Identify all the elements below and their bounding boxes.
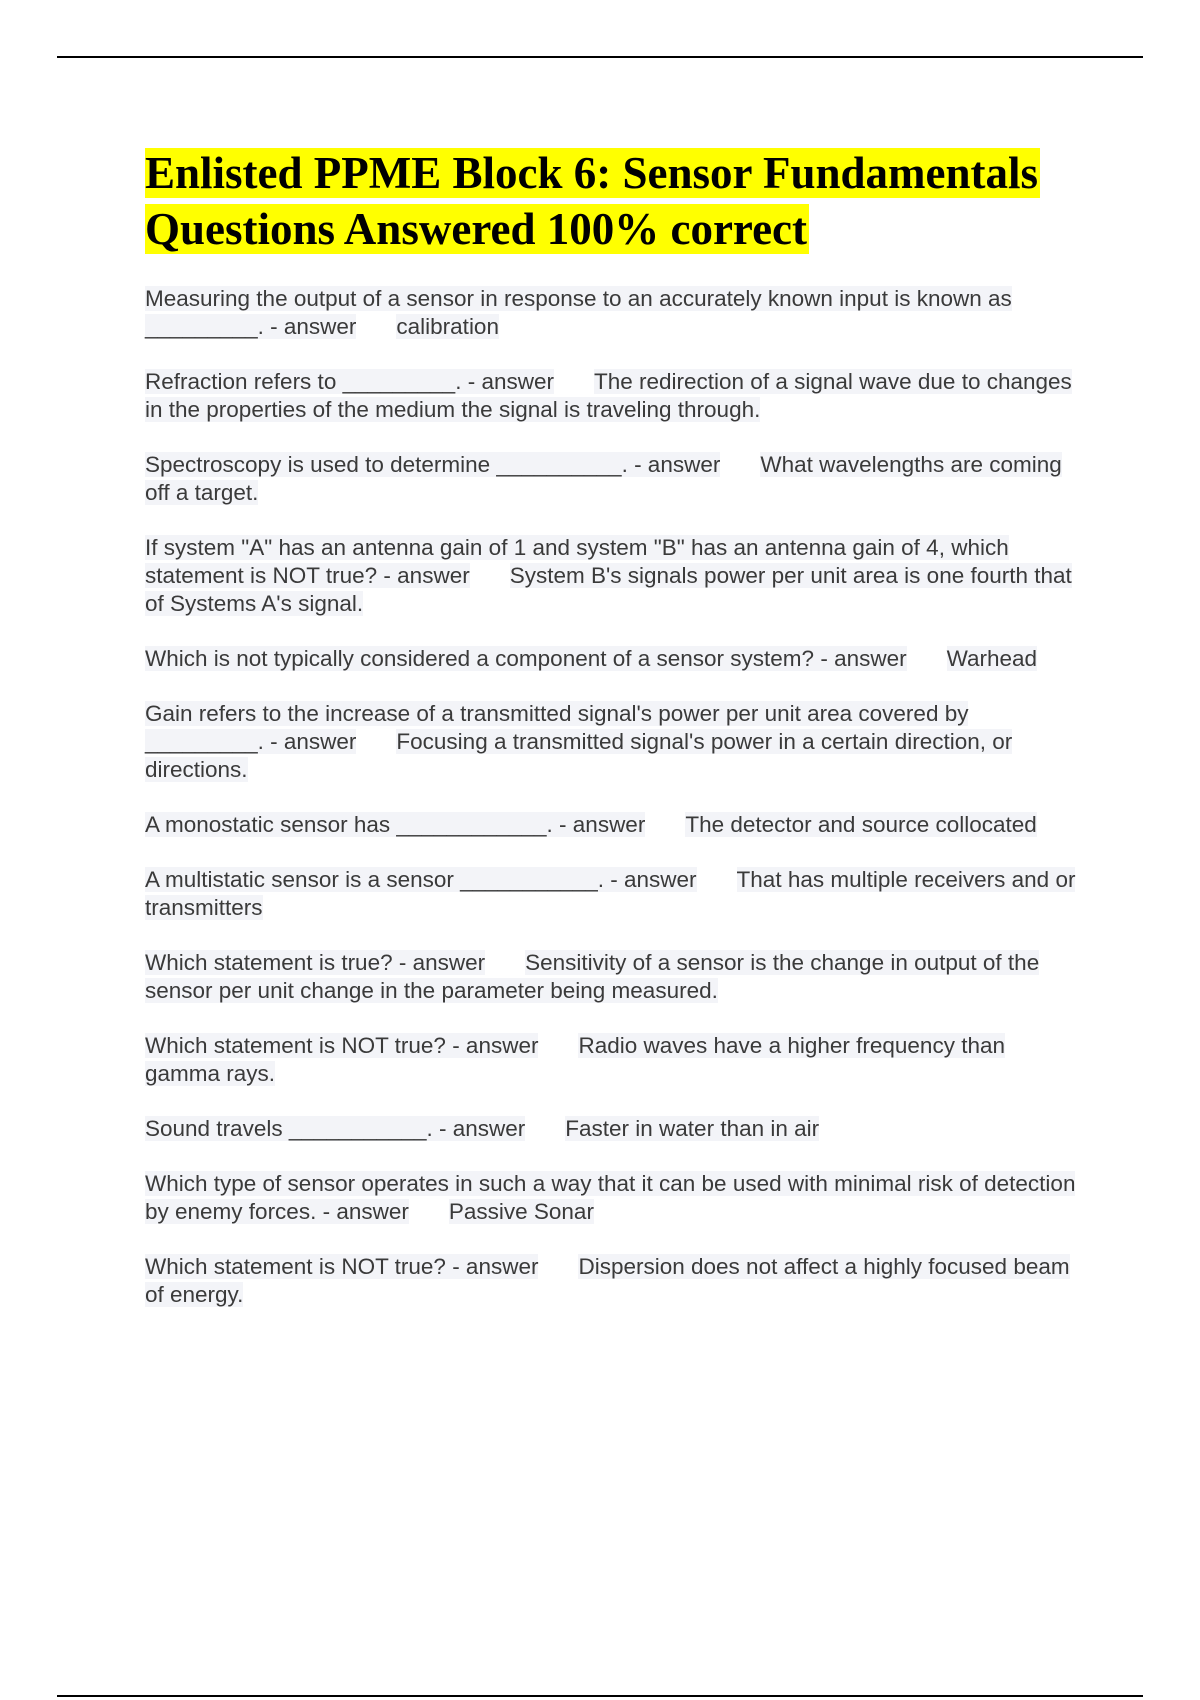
answer-text: System B's signals power per unit area is one fourth that of Systems A's signal. [145,563,1072,616]
answer-text: Sensitivity of a sensor is the change in output of the sensor per unit change in the parameter being measured. [145,950,1040,1003]
answer-text: Warhead [946,646,1038,671]
document-title-text: Enlisted PPME Block 6: Sensor Fundamentals Questions Answered 100% correct [145,148,1039,254]
qa-item-13 [145,1253,1080,1309]
document-title [145,145,1080,257]
qa-item-8 [145,866,1080,922]
question-text: A multistatic sensor is a sensor ___________. - answer [145,867,697,892]
question-text: Spectroscopy is used to determine __________. - answer [145,452,721,477]
question-text: Refraction refers to _________. - answer [145,369,554,394]
answer-text: Passive Sonar [448,1199,594,1224]
qa-item-12 [145,1170,1080,1226]
bottom-rule [57,1695,1143,1697]
qa-item-9 [145,949,1080,1005]
question-text: Measuring the output of a sensor in response to an accurately known input is known as _________. - answer [145,286,1012,339]
question-text: Which statement is true? - answer [145,950,486,975]
qa-item-5 [145,645,1080,673]
question-text: Which type of sensor operates in such a way that it can be used with minimal risk of detection by enemy forces. - answer [145,1171,1076,1224]
question-text: Which statement is NOT true? - answer [145,1254,539,1279]
answer-text: Radio waves have a higher frequency than gamma rays. [145,1033,1005,1086]
question-text: Sound travels ___________. - answer [145,1116,526,1141]
qa-item-3 [145,451,1080,507]
qa-item-7 [145,811,1080,839]
answer-text: Dispersion does not affect a highly focused beam of energy. [145,1254,1070,1307]
question-text: Which statement is NOT true? - answer [145,1033,539,1058]
answer-text: The redirection of a signal wave due to changes in the properties of the medium the signal is traveling through. [145,369,1072,422]
qa-item-10 [145,1032,1080,1088]
answer-text: The detector and source collocated [685,812,1037,837]
question-text: Gain refers to the increase of a transmitted signal's power per unit area covered by _________. - answer [145,701,969,754]
question-text: If system "A" has an antenna gain of 1 and system "B" has an antenna gain of 4, which statement is NOT true? - answer [145,535,1009,588]
top-rule [57,56,1143,58]
question-text: A monostatic sensor has ____________. - answer [145,812,646,837]
question-text: Which is not typically considered a component of a sensor system? - answer [145,646,907,671]
qa-item-6 [145,700,1080,784]
qa-item-1 [145,285,1080,341]
answer-text: What wavelengths are coming off a target. [145,452,1062,505]
answer-text: calibration [396,314,499,339]
qa-item-4 [145,534,1080,618]
qa-item-11 [145,1115,1080,1143]
document-body [145,145,1080,1336]
qa-item-2 [145,368,1080,424]
answer-text: Faster in water than in air [565,1116,820,1141]
answer-text: That has multiple receivers and or transmitters [145,867,1076,920]
answer-text: Focusing a transmitted signal's power in a certain direction, or directions. [145,729,1013,782]
